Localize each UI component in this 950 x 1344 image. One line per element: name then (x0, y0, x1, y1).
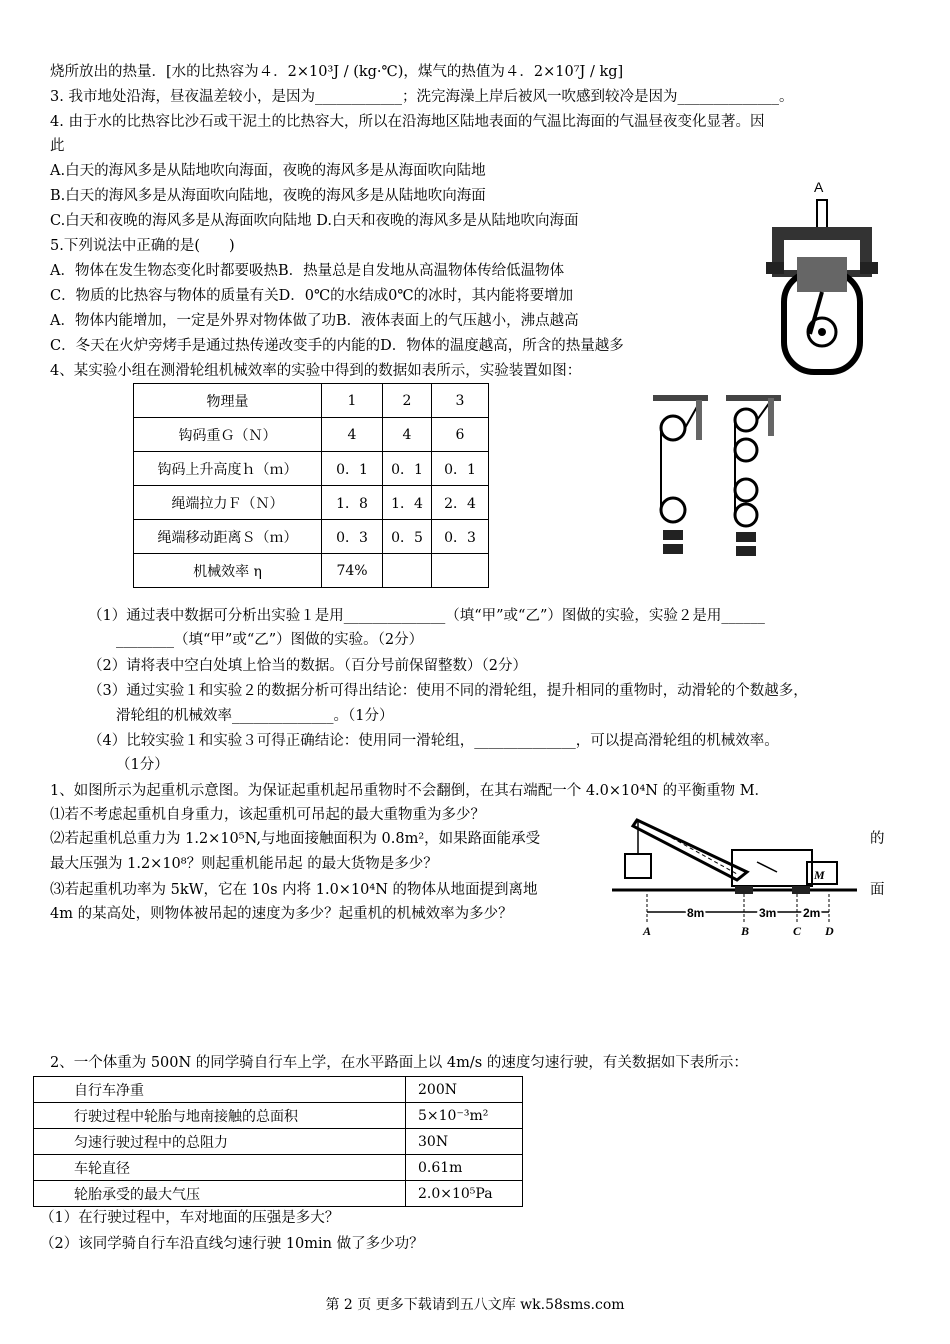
table-cell: 6 (432, 418, 489, 452)
page-footer: 第 2 页 更多下载请到五八文库 wk.58sms.com (325, 1297, 625, 1313)
option-ab: A．物体在发生物态变化时都要吸热B．热量总是自发地从高温物体传给低温物体 (50, 263, 565, 279)
table-cell: 自行车净重 (34, 1077, 406, 1103)
table-cell: 绳端拉力Ｆ（Ｎ） (134, 486, 322, 520)
table-cell: 0.61m (406, 1155, 523, 1181)
option-a: A.白天的海风多是从陆地吹向海面，夜晚的海风多是从海面吹向陆地 (50, 163, 486, 179)
table-cell: 匀速行驶过程中的总阻力 (34, 1129, 406, 1155)
label-c: C (793, 924, 802, 938)
table-row (34, 1077, 523, 1103)
dim-2m: 2m (803, 906, 821, 920)
table-cell: 1．8 (322, 486, 383, 520)
sub-question-3-cont: 滑轮组的机械效率______________。（1分） (116, 708, 394, 724)
dim-3m: 3m (759, 906, 777, 920)
option-ab: A．物体内能增加，一定是外界对物体做了功B．液体表面上的气压越小，沸点越高 (50, 313, 579, 329)
table-cell: 200N (406, 1077, 523, 1103)
table-cell: 钩码重Ｇ（Ｎ） (134, 418, 322, 452)
bicycle-q2: （2）该同学骑自行车沿直线匀速行驶 10min 做了多少功？ (40, 1236, 424, 1252)
table-cell: 4 (383, 418, 432, 452)
bicycle-q1: （1）在行驶过程中，车对地面的压强是多大？ (40, 1210, 340, 1226)
table-cell: 2.0×10⁵Pa (406, 1181, 523, 1207)
question-pulley: 4、某实验小组在测滑轮组机械效率的实验中得到的数据如表所示，实验装置如图： (50, 363, 582, 379)
text-line: 烧所放出的热量．[水的比热容为４．2×10³J / (kg·℃)，煤气的热值为４．2×10⁷J / kg] (50, 64, 624, 80)
option-cd: C．物质的比热容与物体的质量有关D．0℃的水结成0℃的冰时，其内能将要增加 (50, 288, 574, 304)
table-cell: 0．1 (383, 452, 432, 486)
pulley-data-table (133, 383, 489, 588)
table-cell: 0．3 (322, 520, 383, 554)
crane-question: 1、如图所示为起重机示意图。为保证起重机起吊重物时不会翻倒，在其右端配一个 4.0×10⁴N 的平衡重物 M． (50, 783, 770, 799)
table-cell: 30N (406, 1129, 523, 1155)
table-row (134, 452, 489, 486)
table-cell: 1 (322, 384, 383, 418)
table-row (134, 554, 489, 588)
table-cell: 轮胎承受的最大气压 (34, 1181, 406, 1207)
table-row (134, 520, 489, 554)
crane-q2: ⑵若起重机总重力为 1.2×10⁵N,与地面接触面积为 0.8m²，如果路面能承受 (50, 831, 541, 847)
table-row (134, 418, 489, 452)
option-cd: C.白天和夜晚的海风多是从海面吹向陆地 D.白天和夜晚的海风多是从陆地吹向海面 (50, 213, 579, 229)
question-4-stem: 4. 由于水的比热容比沙石或干泥土的比热容大，所以在沿海地区陆地表面的气温比海面的气温昼夜变化显著。因 (50, 114, 765, 130)
table-cell: 0．5 (383, 520, 432, 554)
table-cell: 物理量 (134, 384, 322, 418)
table-cell: 1．4 (383, 486, 432, 520)
label-d: D (825, 924, 834, 938)
table-cell: 绳端移动距离Ｓ（ｍ） (134, 520, 322, 554)
table-cell: 4 (322, 418, 383, 452)
table-cell: 钩码上升高度ｈ（ｍ） (134, 452, 322, 486)
sub-question-1-cont: ________（填“甲”或“乙”）图做的实验。（2分） (116, 632, 424, 648)
pulley-figure (648, 390, 788, 575)
engine-label: A (814, 179, 824, 195)
table-row (134, 486, 489, 520)
sub-question-4-cont: （1分） (116, 757, 169, 773)
table-cell: 0．3 (432, 520, 489, 554)
crane-q1: ⑴若不考虑起重机自身重力，该起重机可吊起的最大重物重为多少？ (50, 807, 485, 823)
dim-8m: 8m (687, 906, 705, 920)
crane-q3-cont: 4m 的某高处，则物体被吊起的速度为多少？起重机的机械效率为多少？ (50, 906, 513, 922)
table-cell (383, 554, 432, 588)
crane-q2-cont: 最大压强为 1.2×10⁸？则起重机能吊起 的最大货物是多少？ (50, 856, 438, 872)
label-a: A (643, 924, 652, 938)
table-cell: 0．1 (432, 452, 489, 486)
crane-q3-tail: 面 (870, 882, 885, 898)
bicycle-data-table (33, 1076, 523, 1207)
table-cell: 车轮直径 (34, 1155, 406, 1181)
crane-figure (607, 812, 865, 940)
sub-question-3: （3）通过实验１和实验２的数据分析可得出结论：使用不同的滑轮组，提升相同的重物时，动滑轮的个数越多， (88, 683, 808, 699)
crane-q2-tail: 的 (870, 831, 885, 847)
table-cell: 行驶过程中轮胎与地南接触的总面积 (34, 1103, 406, 1129)
table-cell (432, 554, 489, 588)
table-cell: 2 (383, 384, 432, 418)
option-b: B.白天的海风多是从海面吹向陆地，夜晚的海风多是从陆地吹向海面 (50, 188, 486, 204)
text-line: 此 (50, 138, 65, 154)
sub-question-2: （2）请将表中空白处填上恰当的数据。（百分号前保留整数）（2分） (88, 658, 527, 674)
question-5: 5.下列说法中正确的是( ) (50, 238, 235, 254)
sub-question-1: （1）通过表中数据可分析出实验１是用______________（填“甲”或“乙”）图做的实验，实验２是用______ (88, 608, 765, 624)
label-m: M (814, 868, 825, 882)
table-row (34, 1129, 523, 1155)
table-cell: 机械效率 η (134, 554, 322, 588)
table-cell: 5×10⁻³m² (406, 1103, 523, 1129)
crane-q3: ⑶若起重机功率为 5kW，它在 10s 内将 1.0×10⁴N 的物体从地面提到离地 (50, 882, 538, 898)
label-b: B (741, 924, 750, 938)
table-row (34, 1103, 523, 1129)
table-cell: 2．4 (432, 486, 489, 520)
table-cell: 0．1 (322, 452, 383, 486)
bicycle-question: 2、一个体重为 500N 的同学骑自行车上学，在水平路面上以 4m/s 的速度匀速行驶，有关数据如下表所示： (50, 1055, 748, 1071)
sub-question-4: （4）比较实验１和实验３可得正确结论：使用同一滑轮组，______________，可以提高滑轮组的机械效率。 (88, 733, 779, 749)
question-3: 3. 我市地处沿海，昼夜温差较小，是因为____________；洗完海澡上岸后被风一吹感到较冷是因为______________。 (50, 89, 794, 105)
table-row (34, 1181, 523, 1207)
table-row (134, 384, 489, 418)
table-cell: 3 (432, 384, 489, 418)
table-row (34, 1155, 523, 1181)
table-cell: 74% (322, 554, 383, 588)
engine-figure (762, 172, 880, 377)
option-cd: C．冬天在火炉旁烤手是通过热传递改变手的内能的D．物体的温度越高，所含的热量越多 (50, 338, 624, 354)
